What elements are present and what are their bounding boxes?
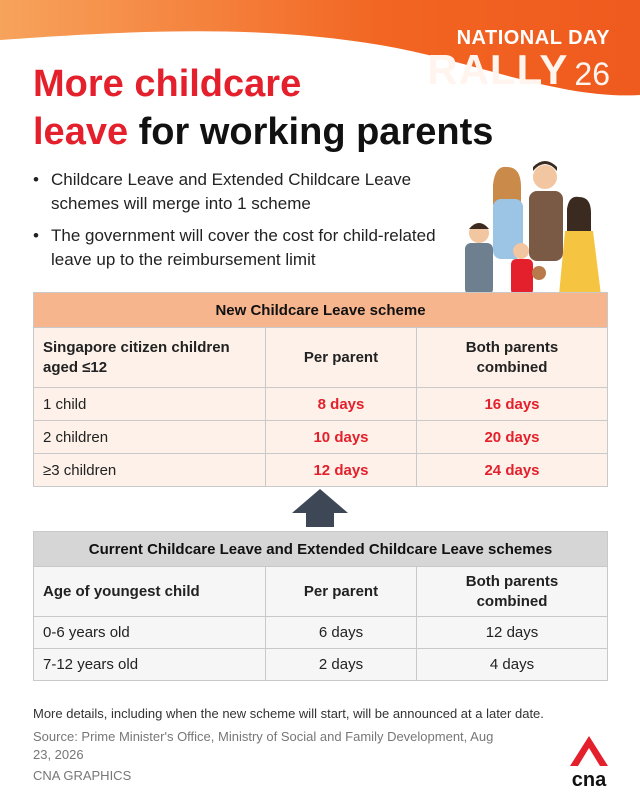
table-cell: 2 children	[34, 421, 266, 453]
title-line1: More childcare	[33, 63, 302, 105]
table-cell: 20 days	[484, 428, 540, 446]
table-header-row	[34, 566, 607, 616]
title-red-word: leave	[33, 111, 129, 153]
table-cell: 10 days	[266, 421, 417, 453]
header-cell: Age of youngest child	[34, 567, 266, 616]
header-cell: Both parents combined	[465, 572, 559, 610]
table-cell: ≥3 children	[34, 454, 266, 486]
page-title	[33, 60, 493, 156]
table-cell: 8 days	[266, 388, 417, 420]
bullet-item: • The government will cover the cost for child-related leave up to the reimbursement limit	[33, 224, 473, 272]
credit-text: CNA GRAPHICS	[33, 768, 132, 783]
bullet-item: • Childcare Leave and Extended Childcare Leave schemes will merge into 1 scheme	[33, 168, 473, 216]
cna-logo-icon	[560, 732, 618, 790]
table-cell: 1 child	[34, 388, 266, 420]
header-cell: Singapore citizen children aged ≤12	[34, 328, 266, 387]
event-line2: RALLY	[427, 46, 569, 93]
header-cell: Both parents combined	[465, 338, 559, 376]
logo-text: cna	[571, 769, 607, 790]
table-cell: 7-12 years old	[34, 649, 266, 680]
table-row	[34, 648, 607, 680]
event-line1: NATIONAL DAY	[456, 27, 610, 49]
new-scheme-table	[33, 292, 608, 487]
new-scheme-title: New Childcare Leave scheme	[34, 293, 607, 327]
table-cell: 24 days	[484, 461, 540, 479]
header-cell: Per parent	[266, 567, 417, 616]
header-cell: Per parent	[266, 328, 417, 387]
table-cell: 2 days	[266, 649, 417, 680]
table-row	[34, 616, 607, 648]
footnote: More details, including when the new scheme will start, will be announced at a later date.	[33, 706, 544, 721]
bullet-list	[33, 168, 473, 280]
table-cell: 6 days	[266, 617, 417, 648]
table-cell: 12 days	[266, 454, 417, 486]
table-header-row	[34, 327, 607, 387]
table-cell: 4 days	[489, 656, 535, 673]
event-year: 26	[574, 56, 610, 92]
table-row	[34, 453, 607, 486]
current-scheme-title: Current Childcare Leave and Extended Childcare Leave schemes	[34, 532, 607, 566]
table-cell: 16 days	[484, 395, 540, 413]
source-text: Source: Prime Minister's Office, Ministry of Social and Family Development, Aug 23, 2026	[33, 729, 494, 762]
table-row	[34, 420, 607, 453]
table-row	[34, 387, 607, 420]
arrow-up-icon	[290, 487, 350, 529]
family-illustration	[455, 155, 615, 295]
title-dark-part: for working parents	[128, 111, 494, 153]
current-scheme-table	[33, 531, 608, 681]
table-cell: 12 days	[485, 624, 539, 641]
table-cell: 0-6 years old	[34, 617, 266, 648]
